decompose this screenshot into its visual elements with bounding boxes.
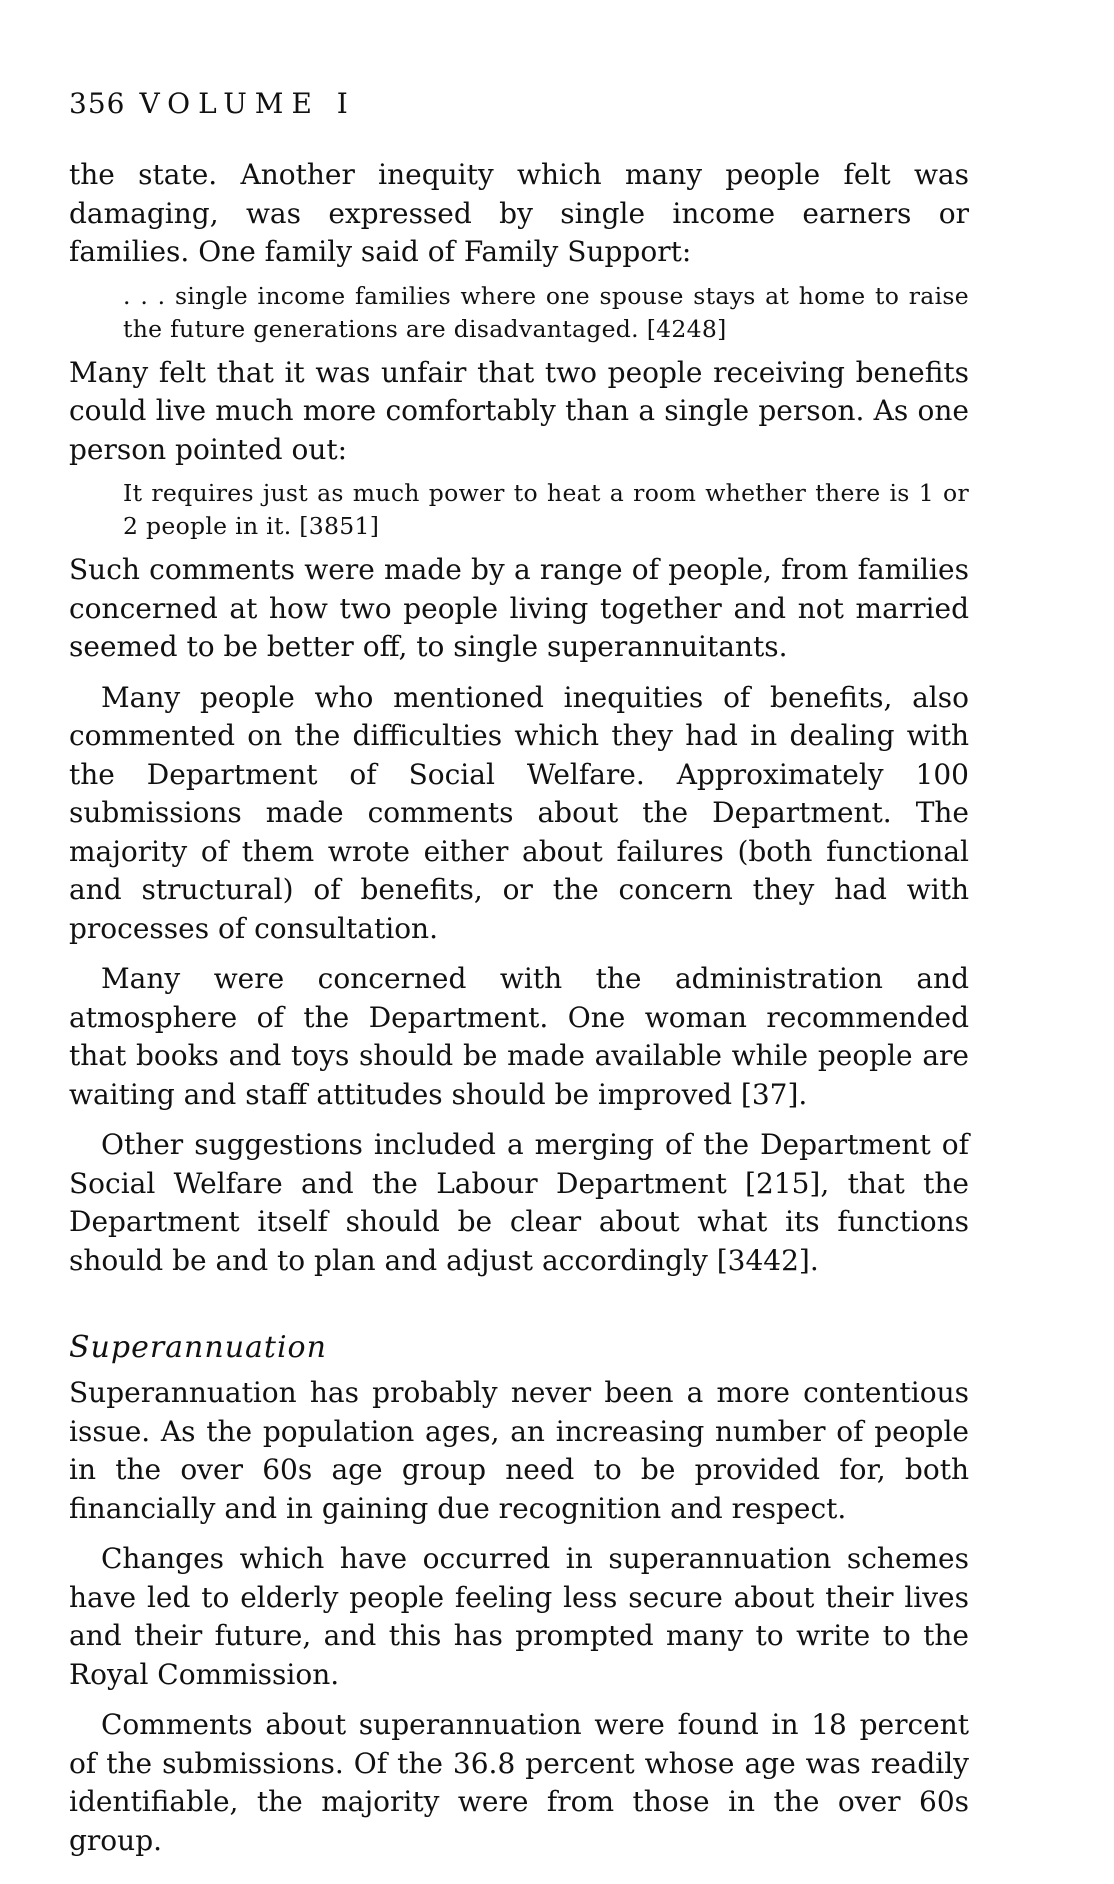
quote-family-support: . . . single income families where one spouse stays at home to raise the future generations are disadvantaged. [4248] <box>123 281 969 343</box>
paragraph-range-of-people: Such comments were made by a range of people, from families concerned at how two people living together and not married seemed to be better off, to single superannuitants. <box>69 553 969 663</box>
paragraph-superannuation-intro: Superannuation has probably never been a more contentious issue. As the population ages, an increasing number of people in the over 60s age group need to be provided for, both financially and in gaining due recognition and respect. <box>69 1376 969 1525</box>
body-text <box>69 156 969 1860</box>
paragraph-continuation: the state. Another inequity which many people felt was damaging, was expressed by single income earners or families. One family said of Family Support: <box>69 158 969 268</box>
paragraph-superannuation-comments: Comments about superannuation were found in 18 percent of the submissions. Of the 36.8 percent whose age was readily identifiable, the majority were from those in the over 60s group. <box>69 1708 969 1857</box>
page-number: 356 <box>69 87 126 120</box>
paragraph-other-suggestions: Other suggestions included a merging of the Department of Social Welfare and the Labour Department [215], that the Department itself should be clear about what its functions should be and to plan and adjust accordingly [3442]. <box>69 1128 969 1277</box>
volume-label: VOLUME I <box>139 87 356 120</box>
running-head <box>69 84 356 124</box>
paragraph-superannuation-changes: Changes which have occurred in superannuation schemes have led to elderly people feeling less secure about their lives and their future, and this has prompted many to write to the Royal Commission. <box>69 1542 969 1691</box>
paragraph-unfair-benefits: Many felt that it was unfair that two people receiving benefits could live much more comfortably than a single person. As one person pointed out: <box>69 355 969 466</box>
paragraph-administration: Many were concerned with the administration and atmosphere of the Department. One woman recommended that books and toys should be made available while people are waiting and staff attitudes should be improved [37]. <box>69 962 969 1111</box>
quote-heat-room: It requires just as much power to heat a room whether there is 1 or 2 people in it. [3851] <box>123 479 969 540</box>
section-heading-superannuation: Superannuation <box>69 1330 327 1365</box>
paragraph-department-difficulties: Many people who mentioned inequities of benefits, also commented on the difficulties which they had in dealing with the Department of Social Welfare. Approximately 100 submissions made comments about the Department. The majority of them wrote either about failures (both functional and structural) of benefits, or the concern they had with processes of consultation. <box>69 680 969 945</box>
